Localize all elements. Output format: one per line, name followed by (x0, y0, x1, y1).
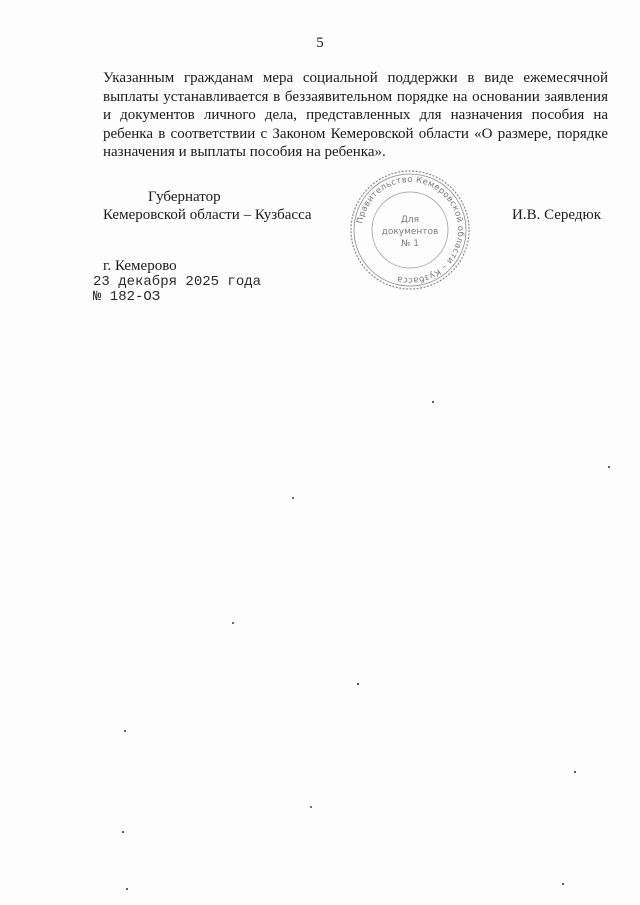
law-number: № 182-ОЗ (93, 289, 161, 305)
stamp-inner-line-2: документов (381, 227, 439, 237)
signatory-region: Кемеровской области – Кузбасса (103, 207, 312, 223)
scan-speck (124, 730, 126, 732)
scan-speck (562, 883, 564, 885)
scan-speck (292, 497, 294, 499)
scan-speck (432, 401, 434, 403)
scan-speck (574, 771, 576, 773)
stamp-inner-line-1: Для (400, 215, 420, 225)
signatory-position: Губернатор (148, 189, 221, 205)
signatory-name: И.В. Середюк (512, 207, 602, 223)
stamp-inner-line-3: № 1 (401, 239, 419, 249)
issue-city: г. Кемерово (103, 258, 177, 274)
issue-date: 23 декабря 2025 года (93, 274, 262, 290)
body-paragraph: Указанным гражданам мера социальной поддержки в виде ежемесячной выплаты устанавливается в беззаявительном порядке на основании заявления и документов личного дела, представленных для назначения пособия на ребенка в соответствии с Законом Кемеровской области «О размере, порядке назначения и выплаты пособия на ребенка». (103, 70, 608, 160)
page-number: 5 (316, 35, 324, 51)
stamp-outer-text: Правительство Кемеровской области – Кузбасса (355, 174, 466, 286)
official-seal-stamp (348, 168, 472, 292)
scan-speck (608, 466, 610, 468)
scan-speck (232, 622, 234, 624)
scan-speck (122, 831, 124, 833)
scan-speck (357, 683, 359, 685)
scan-speck (310, 806, 312, 808)
scan-speck (126, 888, 128, 890)
